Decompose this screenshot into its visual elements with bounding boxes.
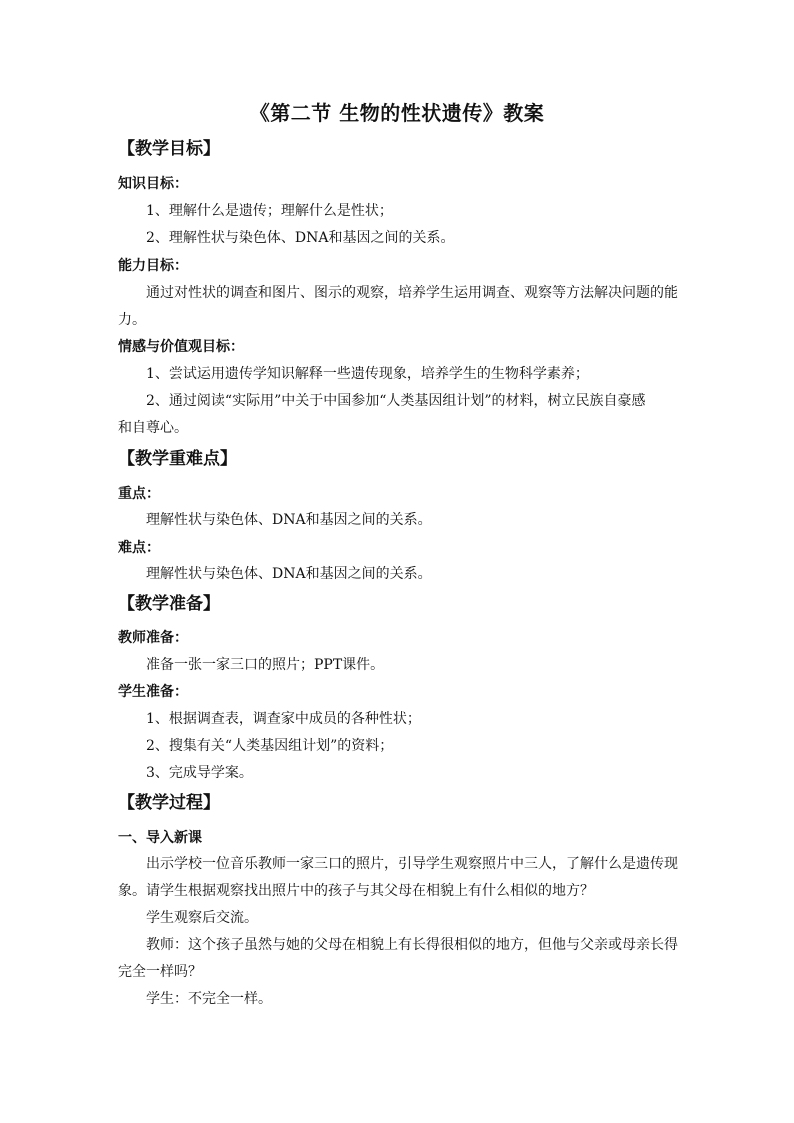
heading-process: 【教学过程】 [118,793,220,813]
subheading-introduction: 一、导入新课 [118,830,202,846]
label-student-preparation: 学生准备： [118,684,188,700]
ability-line-2: 力。 [118,312,146,328]
student-preparation-item-2: 2、搜集有关“人类基因组计划”的资料； [146,738,394,754]
heading-objectives: 【教学目标】 [118,139,220,159]
knowledge-item-2: 2、理解性状与染色体、DNA和基因之间的关系。 [146,230,455,246]
emotion-item-2-cont: 和自尊心。 [118,420,188,436]
emotion-item-2: 2、通过阅读“实际用”中关于中国参加“人类基因组计划”的材料，树立民族自豪感 [146,393,646,409]
label-emotion-objectives: 情感与价值观目标： [118,339,244,355]
label-knowledge-objectives: 知识目标： [118,176,188,192]
knowledge-item-1: 1、理解什么是遗传；理解什么是性状； [146,203,393,219]
label-teacher-preparation: 教师准备： [118,630,188,646]
label-ability-objectives: 能力目标： [118,258,188,274]
key-point-text: 理解性状与染色体、DNA和基因之间的关系。 [146,512,432,528]
label-key-point: 重点： [118,486,160,502]
heading-preparation: 【教学准备】 [118,594,220,614]
process-line-1: 出示学校一位音乐教师一家三口的照片，引导学生观察照片中三人，了解什么是遗传现 [146,856,678,872]
process-line-2: 象。请学生根据观察找出照片中的孩子与其父母在相貌上有什么相似的地方？ [118,883,594,899]
ability-line-1: 通过对性状的调查和图片、图示的观察，培养学生运用调查、观察等方法解决问题的能 [146,285,678,301]
student-preparation-item-1: 1、根据调查表，调查家中成员的各种性状； [146,711,421,727]
teacher-preparation-text: 准备一张一家三口的照片；PPT课件。 [146,657,385,673]
heading-keypoints: 【教学重难点】 [118,449,237,469]
process-line-6: 学生：不完全一样。 [146,991,272,1007]
process-line-5: 完全一样吗？ [118,964,202,980]
emotion-item-1: 1、尝试运用遗传学知识解释一些遗传现象，培养学生的生物科学素养； [146,366,589,382]
document-title: 《第二节 生物的性状遗传》教案 [249,101,545,125]
student-preparation-item-3: 3、完成导学案。 [146,765,253,781]
label-difficult-point: 难点： [118,540,160,556]
difficult-point-text: 理解性状与染色体、DNA和基因之间的关系。 [146,566,432,582]
process-line-4: 教师：这个孩子虽然与她的父母在相貌上有长得很相似的地方，但他与父亲或母亲长得 [146,937,678,953]
process-line-3: 学生观察后交流。 [146,910,258,926]
